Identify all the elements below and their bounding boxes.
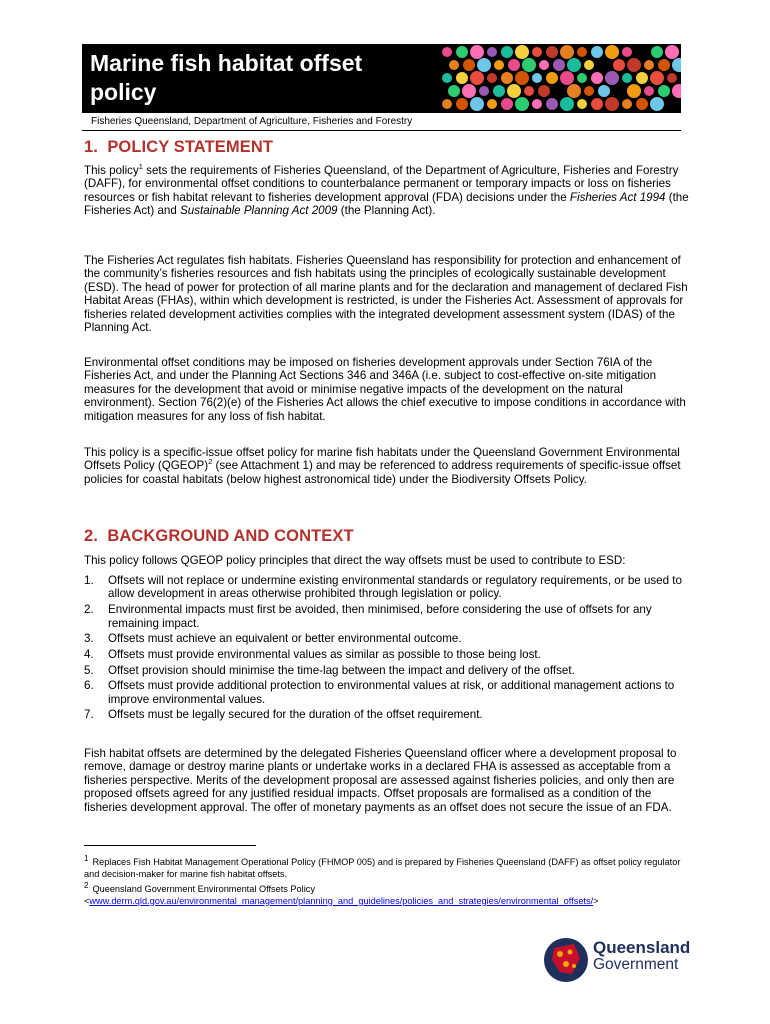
decorative-dot <box>448 85 460 97</box>
decorative-dot <box>584 60 594 70</box>
decorative-dot <box>627 58 641 72</box>
decorative-dot <box>651 46 663 58</box>
decorative-dot <box>442 47 452 57</box>
decorative-dot <box>508 59 520 71</box>
decorative-dot <box>567 84 581 98</box>
list-number: 6. <box>84 679 94 693</box>
list-text: Offset provision should minimise the time-lag between the impact and delivery of the offset. <box>108 663 575 677</box>
decorative-dot <box>613 59 625 71</box>
link-close-bracket: > <box>593 895 599 906</box>
list-item <box>84 603 689 630</box>
decorative-dot <box>470 71 484 85</box>
decorative-dot <box>598 85 610 97</box>
list-text: Offsets must achieve an equivalent or better environmental outcome. <box>108 632 462 646</box>
decorative-dot <box>494 60 504 70</box>
decorative-dot <box>546 72 558 84</box>
link-open-bracket: < <box>84 895 90 906</box>
decorative-dot <box>650 71 664 85</box>
decorative-dot <box>546 46 558 58</box>
section-1-heading: 1. POLICY STATEMENT <box>84 138 274 156</box>
decorative-dot <box>487 47 497 57</box>
p1-text-d: (the Planning Act). <box>337 204 436 218</box>
decorative-dot <box>463 59 475 71</box>
decorative-dot <box>553 59 565 71</box>
decorative-dot <box>501 72 513 84</box>
decorative-dot <box>577 47 587 57</box>
footnote-ref-1[interactable]: 1 <box>138 162 143 172</box>
footnote-2-mark: 2 <box>84 880 89 890</box>
p1-text-b: sets the requirements of Fisheries Queensland, of the Department of Agriculture, Fisheries and Forestry (DAFF), for environmental offset conditions to counterbalance permanent or temporary impacts or loss on fisheries resources or fish habitat relevant to fisheries development approval (FDA) decisions under the <box>84 164 679 204</box>
section-1-paragraph-4 <box>84 446 689 486</box>
fisheries-act-title: Fisheries Act 1994 <box>569 190 666 204</box>
p1-text-c: (the Fisheries Act) and <box>84 190 689 218</box>
offsets-policy-link[interactable]: www.derm.qld.gov.au/environmental_management/planning_and_guidelines/policies_and_strategies/environmental_offsets/ <box>89 895 594 906</box>
title-line-1: Marine fish habitat offset <box>90 50 363 76</box>
decorative-dot <box>591 98 603 110</box>
decorative-dot <box>658 59 670 71</box>
decorative-dot <box>567 58 581 72</box>
decorative-dot <box>477 58 491 72</box>
decorative-dot <box>515 71 529 85</box>
decorative-dot <box>501 46 513 58</box>
decorative-dot <box>622 47 632 57</box>
decorative-dot <box>487 99 497 109</box>
p4-text-a: This policy is a specific-issue offset policy for marine fish habitats under the Queensland Government Environmental Offsets Policy (QGEOP) <box>84 446 680 473</box>
section-2-heading: 2. BACKGROUND AND CONTEXT <box>84 527 354 545</box>
decorative-dot <box>560 45 574 59</box>
decorative-dot <box>487 73 497 83</box>
list-item <box>84 664 689 677</box>
decorative-dot <box>532 99 542 109</box>
decorative-dot-pattern <box>437 44 681 113</box>
decorative-dot <box>584 86 594 96</box>
list-number: 4. <box>84 647 94 661</box>
decorative-dot <box>667 73 677 83</box>
offset-principles-list <box>84 574 689 724</box>
p1-text-a: This policy <box>84 164 139 177</box>
section-1-paragraph-1 <box>84 164 689 218</box>
decorative-dot <box>605 97 619 111</box>
section-2-intro: This policy follows QGEOP policy principles that direct the way offsets must be used to contribute to ESD: <box>84 554 626 567</box>
footnote-2-text: Queensland Government Environmental Offsets Policy <box>92 884 315 894</box>
decorative-dot <box>456 72 468 84</box>
decorative-dot <box>479 86 489 96</box>
decorative-dot <box>442 73 452 83</box>
decorative-dot <box>636 72 648 84</box>
list-item <box>84 632 689 645</box>
decorative-dot <box>605 71 619 85</box>
decorative-dot <box>591 72 603 84</box>
decorative-dot <box>456 98 468 110</box>
decorative-dot <box>538 85 550 97</box>
decorative-dot <box>522 58 536 72</box>
section-2-final-paragraph: Fish habitat offsets are determined by the delegated Fisheries Queensland officer where a development proposal to remove, damage or destroy marine plants or undertake works in a declared FHA is assessed as acceptable from a fisheries perspective. Merits of the development proposal are assessed against fisheries policies, and only then are proposed offsets agreed for any justified residual impacts. Offset proposals are formalised as a condition of the fisheries development approval. The offer of monetary payments as an offset does not secure the issue of an FDA. <box>84 747 677 814</box>
decorative-dot <box>501 98 513 110</box>
logo-emblem-dot <box>557 951 563 957</box>
footnote-1 <box>84 853 689 880</box>
list-item <box>84 648 689 661</box>
list-number: 2. <box>84 603 94 617</box>
list-item <box>84 708 689 721</box>
decorative-dot <box>515 45 529 59</box>
logo-word-government: Government <box>593 956 679 973</box>
document-title <box>90 49 450 107</box>
agency-line: Fisheries Queensland, Department of Agriculture, Fisheries and Forestry <box>91 116 413 127</box>
logo-emblem-dot <box>563 961 569 967</box>
list-item <box>84 679 689 706</box>
list-number: 1. <box>84 574 94 587</box>
decorative-dot <box>532 73 542 83</box>
footnote-divider <box>84 845 256 846</box>
decorative-dot <box>546 98 558 110</box>
title-line-2: policy <box>90 79 157 105</box>
logo-emblem-dot <box>568 950 573 955</box>
decorative-dot <box>644 60 654 70</box>
list-text: Offsets must provide additional protection to environmental values at risk, or additional management actions to improve environmental values. <box>108 679 675 706</box>
list-number: 5. <box>84 663 94 677</box>
decorative-dot <box>493 85 505 97</box>
section-1-paragraph-2: The Fisheries Act regulates fish habitats. Fisheries Queensland has responsibility for protection and enhancement of the community’s fisheries resources and fish habitats using the principles of ecologically sustainable development (ESD). The head of power for protection of all marine plants and for the declaration and management of declared Fish Habitat Areas (FHAs), within which development is restricted, is under the Fisheries Act. Assessment of approvals for fisheries related development activities complies with the integrated development assessment system (IDAS) of the Planning Act. <box>84 254 688 335</box>
header-divider <box>82 130 681 131</box>
decorative-dot <box>672 84 681 98</box>
decorative-dot <box>665 45 679 59</box>
decorative-dot <box>507 84 521 98</box>
decorative-dot <box>577 73 587 83</box>
decorative-dot <box>672 58 681 72</box>
decorative-dot <box>577 99 587 109</box>
title-banner <box>82 44 681 113</box>
decorative-dot <box>456 46 468 58</box>
decorative-dot <box>627 84 641 98</box>
logo-emblem-dot <box>572 964 576 968</box>
decorative-dot <box>605 45 619 59</box>
footnote-ref-2[interactable]: 2 <box>208 457 213 467</box>
decorative-dot <box>449 60 459 70</box>
decorative-dot <box>539 60 549 70</box>
decorative-dot <box>442 99 452 109</box>
list-text: Offsets must provide environmental values as similar as possible to those being lost. <box>108 647 541 661</box>
footnote-1-text: Replaces Fish Habitat Management Operational Policy (FHMOP 005) and is prepared by Fisheries Queensland (DAFF) as offset policy regulator and decision-maker for marine fish habitat offsets. <box>84 857 681 879</box>
decorative-dot <box>560 71 574 85</box>
list-text: Offsets must be legally secured for the duration of the offset requirement. <box>108 708 483 722</box>
decorative-dot <box>524 86 534 96</box>
section-1-paragraph-3: Environmental offset conditions may be imposed on fisheries development approvals under Section 76IA of the Fisheries Act, and under the Planning Act Sections 346 and 346A (i.e. subject to cost-effective on-site mitigation measures for the development that avoid or minimise negative impacts of the development on the natural environment). Section 76(2)(e) of the Fisheries Act allows the chief executive to impose conditions in accordance with mitigation measures for any loss of fish habitat. <box>84 356 686 423</box>
decorative-dot <box>470 45 484 59</box>
decorative-dot <box>622 73 632 83</box>
logo-word-queensland: Queensland <box>593 938 691 957</box>
decorative-dot <box>636 98 648 110</box>
decorative-dot <box>515 97 529 111</box>
list-number: 3. <box>84 632 94 646</box>
list-text: Environmental impacts must first be avoided, then minimised, before considering the use of offsets for any remaining impact. <box>108 603 652 630</box>
list-text: Offsets will not replace or undermine existing environmental standards or regulatory requirements, or be used to allow development in areas otherwise prohibited through legislation or policy. <box>108 574 682 601</box>
decorative-dot <box>532 47 542 57</box>
decorative-dot <box>470 97 484 111</box>
p4-text-b: (see Attachment 1) and may be referenced to address requirements of specific-issue offset policies for coastal habitats (below highest astronomical tide) under the Biodiversity Offsets Policy. <box>84 459 681 486</box>
footnote-2 <box>84 880 689 907</box>
footnote-1-mark: 1 <box>84 853 89 863</box>
list-item <box>84 574 689 601</box>
decorative-dot <box>622 99 632 109</box>
decorative-dot <box>658 85 670 97</box>
decorative-dot <box>462 84 476 98</box>
decorative-dot <box>591 46 603 58</box>
planning-act-title: Sustainable Planning Act 2009 <box>180 204 338 218</box>
decorative-dot <box>650 97 664 111</box>
decorative-dot <box>560 97 574 111</box>
list-number: 7. <box>84 708 94 722</box>
decorative-dot <box>644 86 654 96</box>
